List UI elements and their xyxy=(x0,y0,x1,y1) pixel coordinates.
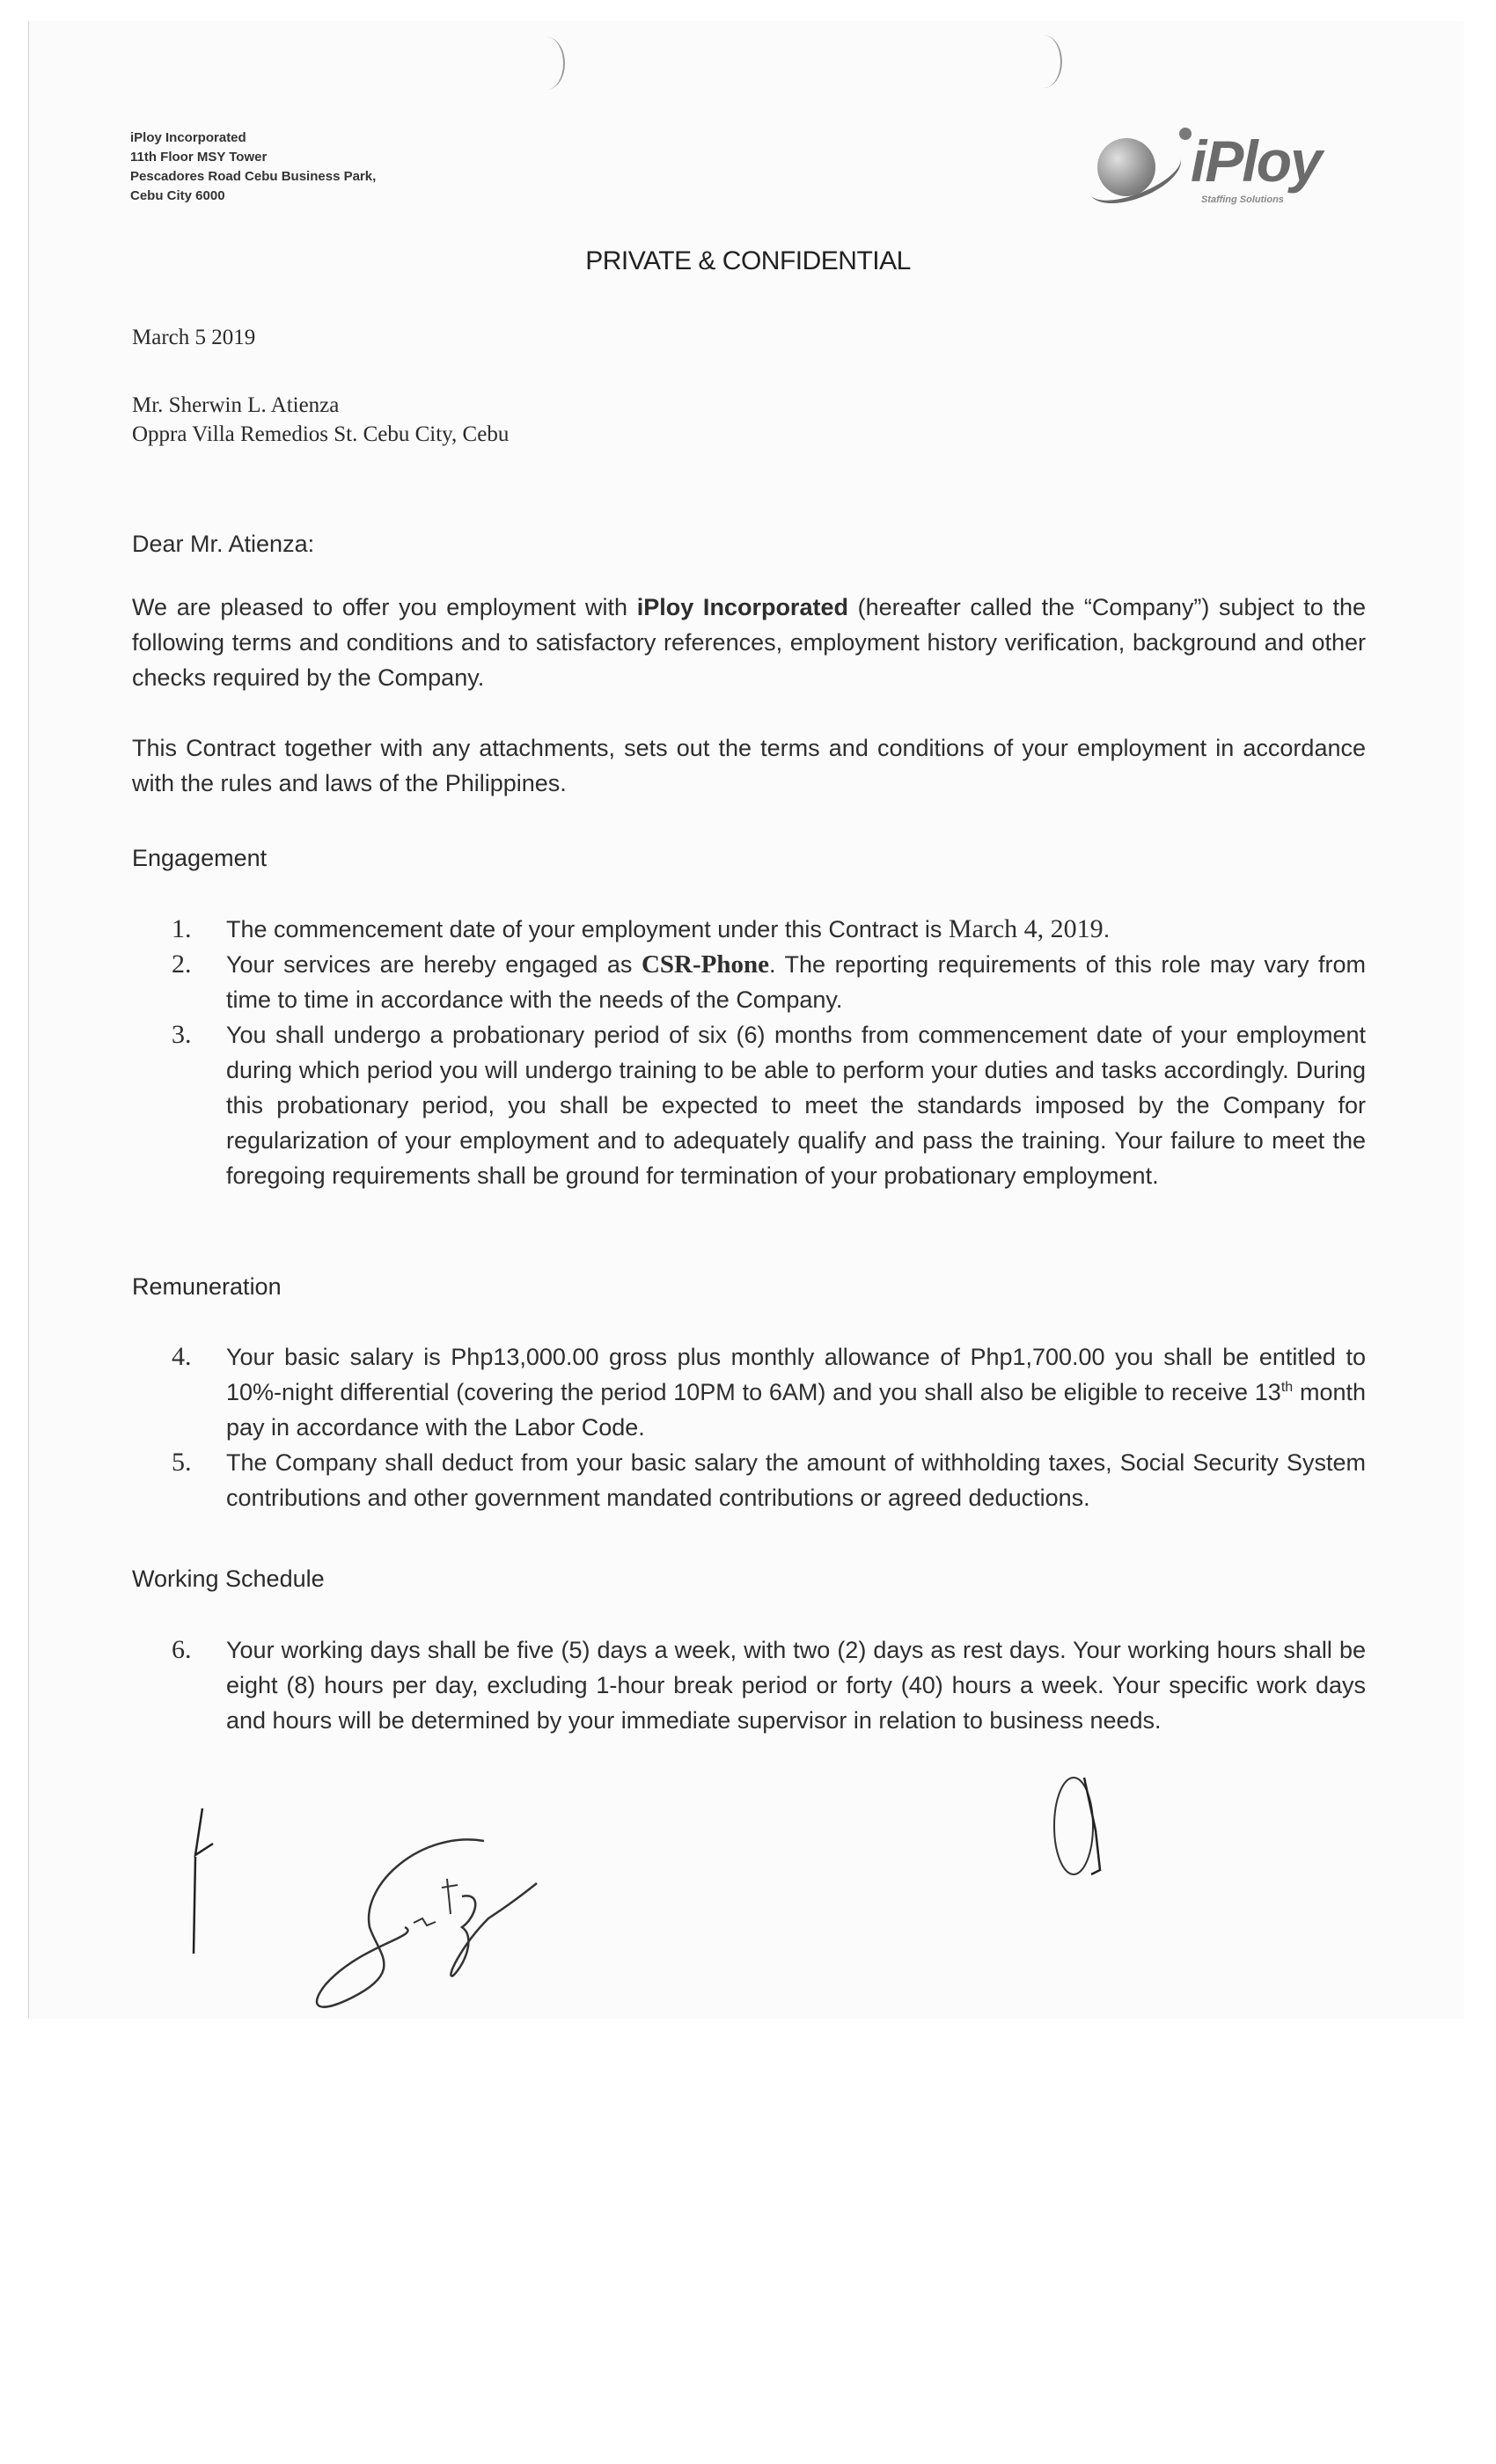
remuneration-list xyxy=(172,1339,1366,1515)
item-number: 4. xyxy=(172,1342,192,1371)
engagement-list xyxy=(172,912,1366,1193)
item-text: Your services are hereby engaged as CSR-Phone. The reporting requirements of this role may vary from time to time in accordance with the needs of the Company. xyxy=(226,950,1366,1013)
address-line: Cebu City 6000 xyxy=(130,188,225,203)
section-heading-working-schedule: Working Schedule xyxy=(132,1566,325,1592)
employee-signature-center xyxy=(290,1830,581,1971)
company-name: iPloy Incorporated xyxy=(636,594,848,620)
recipient-block xyxy=(132,391,509,449)
salutation: Dear Mr. Atienza: xyxy=(132,531,315,557)
item-number: 2. xyxy=(172,950,192,979)
company-address xyxy=(130,128,376,206)
recipient-address: Oppra Villa Remedios St. Cebu City, Cebu xyxy=(132,422,510,446)
address-line: 11th Floor MSY Tower xyxy=(130,150,268,165)
item-number: 1. xyxy=(172,914,192,943)
item-text: You shall undergo a probationary period of six (6) months from commencement date of your employment during which period you will undergo training to be able to perform your duties and tasks accordingly. During this probationary period, you shall be expected to meet the standards imposed by the Company for regularization of your employment and to adequately qualify and pass the training. Your failure to meet the foregoing requirements shall be ground for termination of your probationary employment. xyxy=(226,1022,1366,1189)
punch-hole-mark xyxy=(1025,35,1062,88)
logo-dot xyxy=(1179,128,1192,140)
monthly-allowance: Php1,700.00 xyxy=(970,1344,1105,1370)
initial-signature-right xyxy=(1047,1778,1118,1883)
list-item xyxy=(172,912,1366,947)
address-line: Pescadores Road Cebu Business Park, xyxy=(130,169,377,184)
intro-text: We are pleased to offer you employment with xyxy=(132,594,637,620)
initial-signature-left xyxy=(176,1804,229,1927)
address-line: iPloy Incorporated xyxy=(130,130,246,145)
company-logo xyxy=(1087,119,1368,207)
list-item xyxy=(172,1632,1366,1738)
basic-salary: Php13,000.00 xyxy=(451,1344,599,1370)
section-heading-engagement: Engagement xyxy=(132,845,268,871)
intro-paragraph xyxy=(132,590,1366,695)
item-text: Your working days shall be five (5) days a week, with two (2) days as rest days. Your working hours shall be eight (8) hours per day, excluding 1-hour break period or forty (40) hours a week. Your specific work days and hours will be determined by your immediate supervisor in relation to business needs. xyxy=(226,1637,1366,1734)
item-number: 5. xyxy=(172,1448,192,1477)
item-text: The Company shall deduct from your basic salary the amount of withholding taxes, Social Security System contributions and other government mandated contributions or agreed deductions. xyxy=(226,1449,1366,1511)
item-number: 6. xyxy=(172,1635,192,1664)
list-item xyxy=(172,1339,1366,1445)
confidential-title: PRIVATE & CONFIDENTIAL xyxy=(585,246,911,275)
section-heading-remuneration: Remuneration xyxy=(132,1273,282,1300)
job-position: CSR-Phone xyxy=(641,950,769,979)
item-text: The commencement date of your employment under this Contract is March 4, 2019. xyxy=(226,914,1111,943)
recipient-name: Mr. Sherwin L. Atienza xyxy=(132,393,340,417)
working-schedule-list xyxy=(172,1632,1366,1738)
list-item xyxy=(172,1445,1366,1515)
list-item xyxy=(172,1017,1366,1193)
contract-paragraph: This Contract together with any attachments, sets out the terms and conditions of your employment in accordance with the rules and laws of the Philippines. xyxy=(132,735,1366,796)
commencement-date: March 4, 2019 xyxy=(948,914,1104,943)
item-text: Your basic salary is Php13,000.00 gross plus monthly allowance of Php1,700.00 you shall be entitled to 10%-night differential (covering the period 10PM to 6AM) and you shall also be eligible to receive 13th month pay in accordance with the Labor Code. xyxy=(226,1344,1367,1441)
punch-hole-mark xyxy=(528,37,565,90)
intro-text: (hereafter called the “Company”) subject to the following terms and conditions and to satisfactory references, employment history verification, background and other checks required by the Company. xyxy=(132,594,1367,691)
list-item xyxy=(172,947,1366,1017)
item-number: 3. xyxy=(172,1020,192,1049)
letter-date: March 5 2019 xyxy=(132,326,256,349)
logo-wordmark: iPloy xyxy=(1191,128,1321,194)
logo-tagline: Staffing Solutions xyxy=(1201,194,1284,205)
